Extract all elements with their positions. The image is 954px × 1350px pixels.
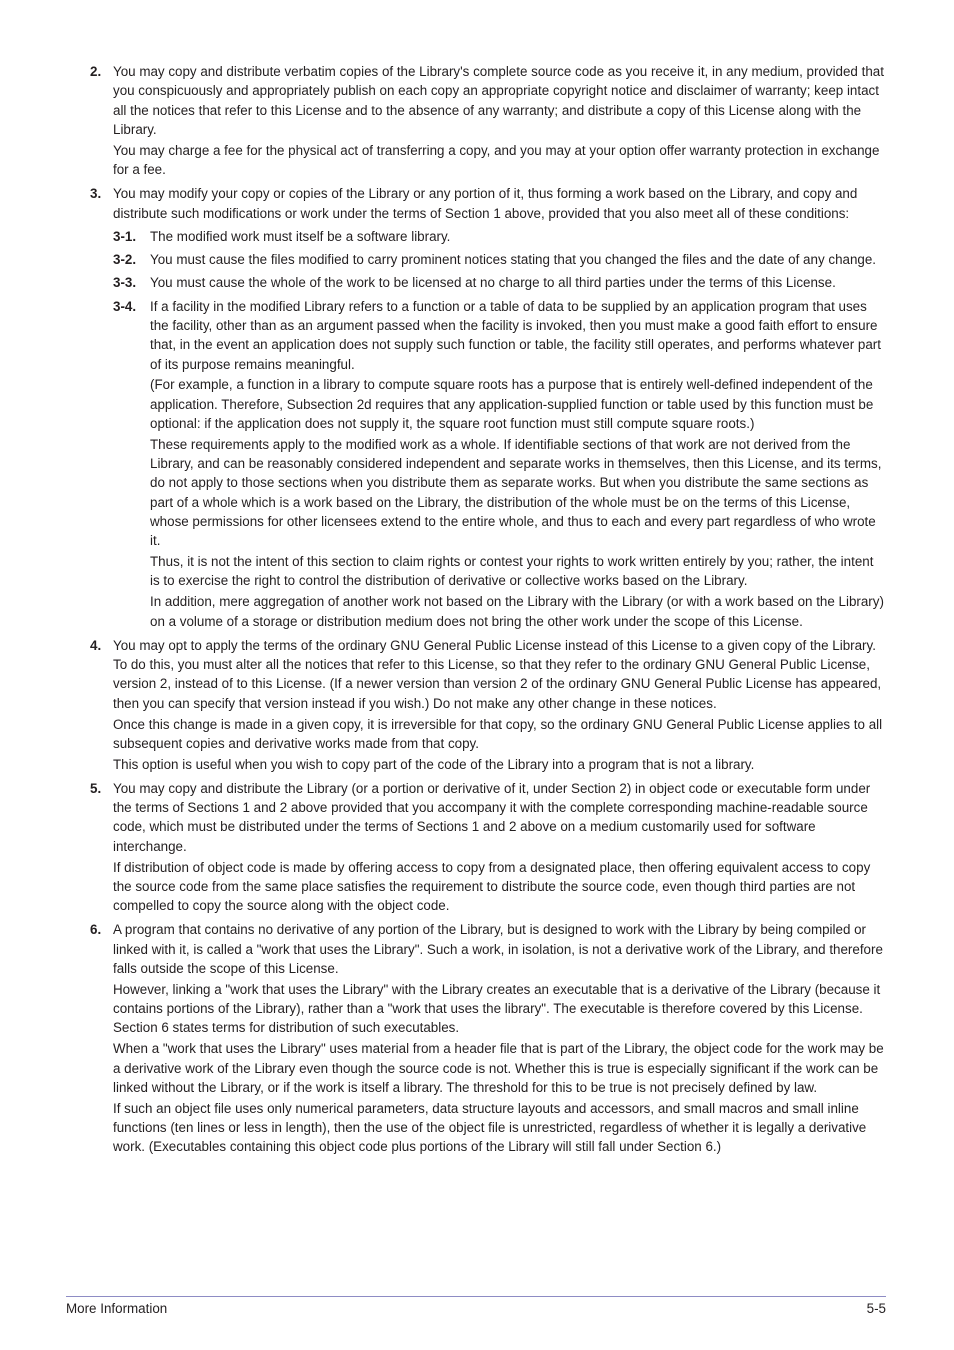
item-number: 5. [90,780,102,796]
paragraph: You must cause the whole of the work to be licensed at no charge to all third parties under the terms of this License. [150,275,836,291]
paragraph: You may copy and distribute verbatim copies of the Library's complete source code as you receive it, in any medium, provided that you conspicuously and appropriately publish on each copy an appropriate copyright notice and disclaimer of warranty; keep intact all the notices that refer to this License and to the absence of any warranty; and distribute a copy of this License along with the Library. [113,64,884,137]
subsection-3-4 [113,297,886,631]
section-item-3 [0,184,954,631]
paragraph: If such an object file uses only numerical parameters, data structure layouts and accessors, and small macros and small inline functions (ten lines or less in length), then the use of the object file is unrestricted, regardless of whether it is legally a derivative work. (Executables containing this object code plus portions of the Library will still fall under Section 6.) [113,1100,867,1155]
paragraph: Once this change is made in a given copy, it is irreversible for that copy, so the ordinary GNU General Public License applies to all subsequent copies and derivative works made from that copy. [113,716,883,751]
paragraph: However, linking a "work that uses the Library" with the Library creates an executable that is a derivative of the Library (because it contains portions of the Library), rather than a "work that uses the library". The executable is therefore covered by this License. Section 6 states terms for distribution of such executables. [113,981,881,1036]
paragraph: You may opt to apply the terms of the ordinary GNU General Public License instead of this License to a given copy of the Library. To do this, you must alter all the notices that refer to this License, so that they refer to the ordinary GNU General Public License, version 2, instead of to this License. (If a newer version than version 2 of the ordinary GNU General Public License has appeared, then you can specify that version instead if you wish.) Do not make any other change in these notices. [113,637,882,711]
document-body [0,62,954,1162]
subsection-3-2 [113,250,886,269]
footer-section-title: More Information [66,1301,168,1316]
section-item-6 [0,920,954,1156]
paragraph: (For example, a function in a library to compute square roots has a purpose that is entirely well-defined independent of the application. Therefore, Subsection 2d requires that any application-supplied function or table used by this function must be optional: if the application does not supply it, the square root function must still compute square roots.) [150,377,874,432]
paragraph: The modified work must itself be a software library. [150,228,451,244]
paragraph: When a "work that uses the Library" uses material from a header file that is part of the Library, the object code for the work may be a derivative work of the Library even though the source code is not. Whether this is true is especially significant if the work can be linked without the Library, or if the work is itself a library. The threshold for this to be true is not precisely defined by law. [113,1041,884,1095]
item-number: 3. [90,186,102,202]
subsection-3-1 [113,227,886,246]
paragraph: If distribution of object code is made by offering access to copy from a designated place, then offering equivalent access to copy the source code from the same place satisfies the requirement to distribute the source code, even though third parties are not compelled to copy the source along with the object code. [113,859,871,914]
section-item-2 [0,62,954,179]
paragraph: You must cause the files modified to carry prominent notices stating that you changed the files and the date of any change. [150,252,877,268]
subitem-number: 3-2. [113,252,137,268]
paragraph: This option is useful when you wish to copy part of the code of the Library into a program that is not a library. [113,756,755,772]
paragraph: You may copy and distribute the Library (or a portion or derivative of it, under Section 2) in object code or executable form under the terms of Sections 1 and 2 above provided that you accompany it with the complete corresponding machine-readable source code, which must be distributed under the terms of Sections 1 and 2 above on a medium customarily used for software interchange. [113,780,871,854]
paragraph: A program that contains no derivative of any portion of the Library, but is designed to work with the Library by being compiled or linked with it, is called a "work that uses the Library". Such a work, in isolation, is not a derivative work of the Library, and therefore falls outside the scope of this License. [113,922,883,977]
paragraph: These requirements apply to the modified work as a whole. If identifiable sections of that work are not derived from the Library, and can be reasonably considered independent and separate works in themselves, then this License, and its terms, do not apply to those sections when you distribute them as separate works. But when you distribute the same sections as part of a whole which is a work based on the Library, the distribution of the whole must be on the terms of this License, whose permissions for other licensees extend to the entire whole, and thus to each and every part regardless of who wrote it. [150,436,882,549]
page-number: 5-5 [866,1301,886,1316]
paragraph: In addition, mere aggregation of another work not based on the Library with the Library (or with a work based on the Library) on a volume of a storage or distribution medium does not bring the other work under the scope of this License. [150,594,884,629]
page-footer [66,1296,886,1316]
paragraph: You may charge a fee for the physical act of transferring a copy, and you may at your option offer warranty protection in exchange for a fee. [113,142,880,177]
subitem-number: 3-3. [113,275,137,291]
paragraph: You may modify your copy or copies of the Library or any portion of it, thus forming a work based on the Library, and copy and distribute such modifications or work under the terms of Section 1 above, provided that you also meet all of these conditions: [113,186,858,221]
paragraph: Thus, it is not the intent of this section to claim rights or contest your rights to work written entirely by you; rather, the intent is to exercise the right to control the distribution of derivative or collective works based on the Library. [150,554,874,589]
paragraph: If a facility in the modified Library refers to a function or a table of data to be supplied by an application program that uses the facility, other than as an argument passed when the facility is invoked, then you must make a good faith effort to ensure that, in the event an application does not supply such function or table, the facility still operates, and performs whatever part of its purpose remains meaningful. [150,298,881,372]
subitem-number: 3-1. [113,228,137,244]
item-number: 6. [90,922,102,938]
subsection-3-3 [113,273,886,292]
item-number: 4. [90,637,102,653]
item-number: 2. [90,64,102,79]
section-item-4 [0,636,954,774]
section-item-5 [0,779,954,916]
subitem-number: 3-4. [113,298,137,314]
